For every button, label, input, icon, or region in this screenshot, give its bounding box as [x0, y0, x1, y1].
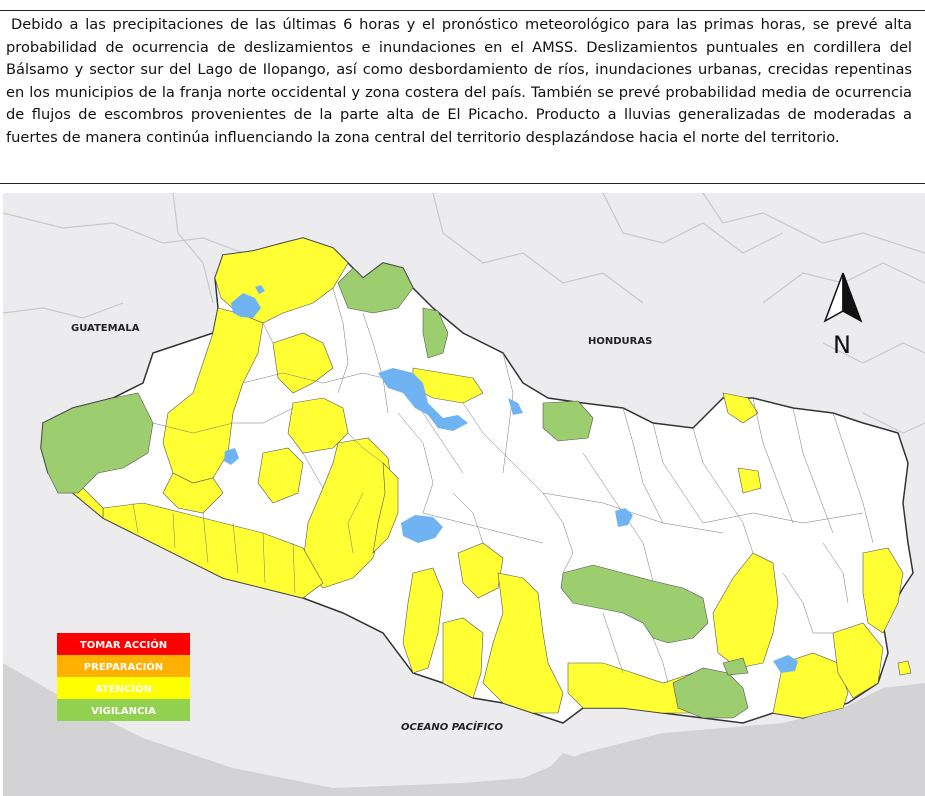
risk-map: [3, 193, 925, 796]
legend: [57, 633, 190, 721]
map-canvas: [3, 193, 925, 796]
legend-label-vigilancia: VIGILANCIA: [91, 706, 156, 717]
label-honduras: HONDURAS: [588, 336, 653, 347]
legend-label-atencion: ATENCIÓN: [95, 684, 152, 695]
legend-label-tomar-accion: TOMAR ACCIÓN: [79, 640, 168, 651]
label-ocean: OCEANO PACÍFICO: [401, 722, 504, 733]
bulletin-panel: [0, 0, 925, 186]
bulletin-text: Debido a las precipitaciones de las últimas 6 horas y el pronóstico meteorológico para las primas horas, se prevé alta probabilidad de ocurrencia de deslizamientos e inundaciones en el AMSS. Deslizamientos puntuales en cordillera del Bálsamo y sector sur del Lago de Ilopango, así como desbordamiento de ríos, inundaciones urbanas, crecidas repentinas en los municipios de la franja norte occidental y zona costera del país. También se prevé probabilidad media de ocurrencia de flujos de escombros provenientes de la parte alta de El Picacho. Producto a lluvias generalizadas de moderadas a fuertes de manera continúa influenciando la zona central del territorio desplazándose hacia el norte del territorio.: [6, 16, 912, 146]
bottom-rule: [0, 183, 925, 184]
top-rule: [0, 10, 925, 11]
label-guatemala: GUATEMALA: [71, 323, 140, 334]
legend-label-preparacion: PREPARACIÓN: [83, 662, 164, 673]
north-label: N: [833, 331, 851, 359]
